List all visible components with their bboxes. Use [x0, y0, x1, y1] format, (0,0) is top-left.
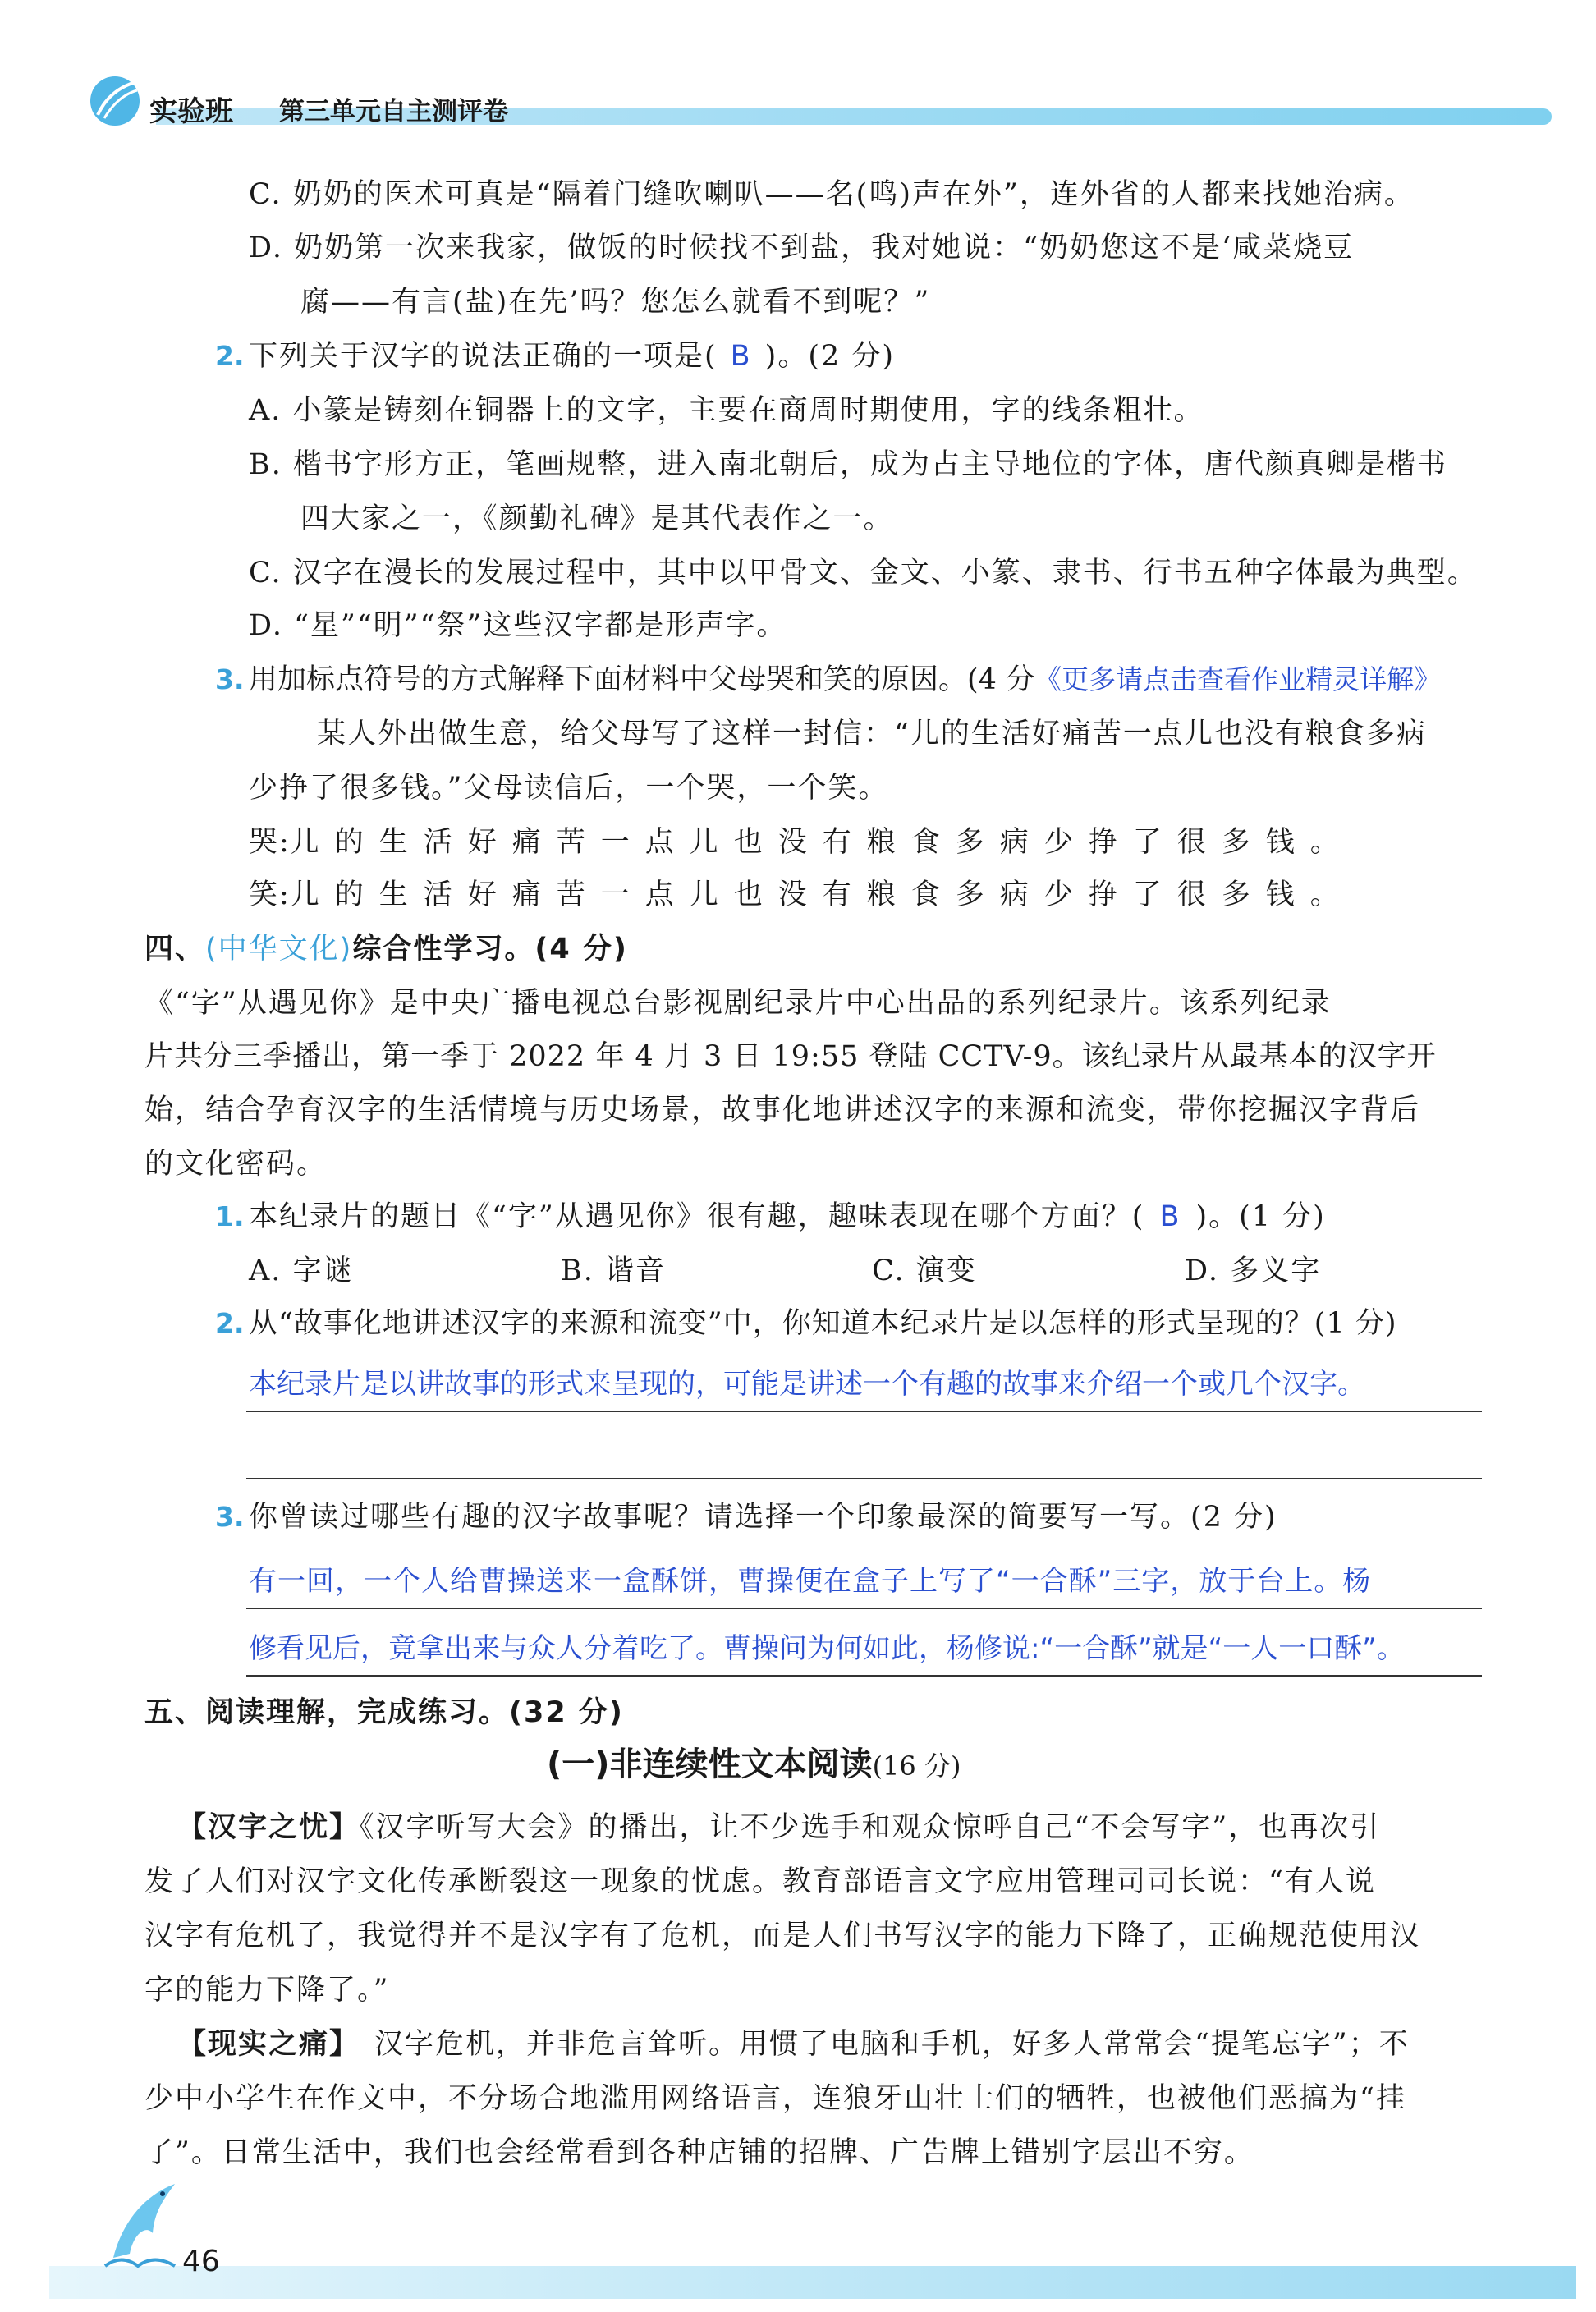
help-link[interactable]: 《更多请点击查看作业精灵详解》 — [1034, 663, 1442, 695]
option-d: D. 多义字 — [1185, 1255, 1322, 1287]
paragraph-line: 发了人们对汉字文化传承断裂这一现象的忧虑。教育部语言文字应用管理司司长说：“有人说 — [144, 1865, 1376, 1898]
stem-part: 下列关于汉字的说法正确的一项是( — [249, 340, 718, 373]
answer-text: 修看见后，竟拿出来与众人分着吃了。曹操问为何如此，杨修说:“一合酥”就是“一人一口酥”。 — [249, 1632, 1405, 1665]
answer-line — [246, 1411, 1482, 1412]
footer-band — [49, 2266, 1576, 2299]
story-line1: 某人外出做生意，给父母写了这样一封信：“儿的生活好痛苦一点儿也没有粮食多病 — [317, 718, 1427, 750]
option-d-line1: D. 奶奶第一次来我家，做饭的时候找不到盐，我对她说：“奶奶您这不是‘咸菜烧豆 — [249, 232, 1355, 264]
option-a: A. 小篆是铸刻在铜器上的文字，主要在商周时期使用，字的线条粗壮。 — [249, 394, 1204, 427]
option-d-line2: 腐——有言(盐)在先’吗？您怎么就看不到呢？” — [300, 286, 931, 319]
stem-part: 用加标点符号的方式解释下面材料中父母哭和笑的原因。(4 分 — [249, 663, 1035, 696]
sub-score: (16 分) — [872, 1750, 961, 1782]
question-number: 3. — [215, 663, 245, 695]
heading-tag: (中华文化) — [205, 933, 353, 966]
paragraph-text: 《汉字听写大会》的播出，让不少选手和观众惊呼自己“不会写字”，也再次引 — [360, 1811, 1381, 1844]
option-b-line1: B. 楷书字形方正，笔画规整，进入南北朝后，成为占主导地位的字体，唐代颜真卿是楷书 — [249, 448, 1447, 481]
question-stem: 你曾读过哪些有趣的汉字故事呢？请选择一个印象最深的简要写一写。(2 分) — [249, 1501, 1277, 1534]
paragraph-line — [177, 2026, 1410, 2062]
answer-text: 有一回，一个人给曹操送来一盒酥饼，曹操便在盒子上写了“一合酥”三字，放于台上。杨 — [249, 1565, 1372, 1598]
paragraph-label: 【现实之痛】 — [177, 2028, 360, 2061]
heading-text: 综合性学习。(4 分) — [352, 933, 628, 966]
option-a: A. 字谜 — [249, 1255, 354, 1287]
question-stem — [249, 338, 895, 374]
intro-line: 片共分三季播出，第一季于 2022 年 4 月 3 日 19:55 登陆 CCTV-9。该纪录片从最基本的汉字开 — [144, 1040, 1437, 1073]
stem-part: )。(1 分) — [1195, 1200, 1326, 1233]
paragraph-line: 汉字有危机了，我觉得并不是汉字有了危机，而是人们书写汉字的能力下降了，正确规范使用汉 — [144, 1920, 1421, 1952]
option-c: C. 演变 — [872, 1255, 977, 1287]
question-number: 2. — [215, 1307, 245, 1339]
paragraph-line — [177, 1810, 1380, 1846]
stem-part: )。(2 分) — [764, 340, 896, 373]
answer-choice: B — [1159, 1200, 1181, 1233]
page-number: 46 — [182, 2245, 220, 2278]
answer-line — [246, 1675, 1482, 1677]
question-stem — [249, 662, 1441, 698]
row-label: 哭: — [249, 826, 291, 859]
option-d: D. “星”“明”“祭”这些汉字都是形声字。 — [249, 609, 787, 642]
sub-title: (一)非连续性文本阅读 — [547, 1745, 873, 1783]
intro-line: 的文化密码。 — [144, 1148, 328, 1181]
paragraph-line: 了”。日常生活中，我们也会经常看到各种店铺的招牌、广告牌上错别字层出不穷。 — [144, 2136, 1254, 2169]
header-title: 第三单元自主测评卷 — [279, 97, 508, 126]
header-series: 实验班 — [149, 95, 233, 128]
row-text: 儿的生活好痛苦一点儿也没有粮食多病少挣了很多钱。 — [290, 878, 1355, 911]
option-b-line2: 四大家之一，《颜勤礼碑》是其代表作之一。 — [300, 502, 894, 535]
heading-num: 四、 — [144, 933, 206, 966]
section-heading: 五、阅读理解，完成练习。(32 分) — [144, 1696, 624, 1729]
intro-line: 始，结合孕育汉字的生活情境与历史场景，故事化地讲述汉字的来源和流变，带你挖掘汉字背后 — [144, 1094, 1421, 1126]
intro-line: 《“字”从遇见你》是中央广播电视总台影视剧纪录片中心出品的系列纪录片。该系列纪录 — [144, 987, 1332, 1020]
feather-logo-icon — [86, 72, 144, 130]
paragraph-label: 【汉字之忧】 — [177, 1811, 360, 1844]
dolphin-icon — [97, 2176, 187, 2274]
row-text: 儿的生活好痛苦一点儿也没有粮食多病少挣了很多钱。 — [290, 826, 1355, 859]
cry-row — [249, 824, 1355, 860]
answer-line — [246, 1478, 1482, 1479]
option-c: C. 奶奶的医术可真是“隔着门缝吹喇叭——名(鸣)声在外”，连外省的人都来找她治病。 — [249, 178, 1415, 211]
row-label: 笑: — [249, 878, 291, 911]
sub-section-title — [547, 1744, 961, 1787]
answer-choice: B — [730, 340, 752, 373]
answer-line — [246, 1608, 1482, 1609]
laugh-row — [249, 877, 1355, 913]
question-stem — [249, 1199, 1326, 1235]
section-heading — [144, 931, 628, 967]
paragraph-text: 汉字危机，并非危言耸听。用惯了电脑和手机，好多人常常会“提笔忘字”；不 — [374, 2028, 1410, 2061]
question-number: 3. — [215, 1501, 245, 1533]
question-number: 1. — [215, 1200, 245, 1232]
option-c: C. 汉字在漫长的发展过程中，其中以甲骨文、金文、小篆、隶书、行书五种字体最为典型。 — [249, 557, 1478, 589]
answer-text: 本纪录片是以讲故事的形式来呈现的，可能是讲述一个有趣的故事来介绍一个或几个汉字。 — [249, 1368, 1365, 1401]
paragraph-line: 字的能力下降了。” — [144, 1974, 390, 2007]
question-number: 2. — [215, 340, 245, 372]
story-line2: 少挣了很多钱。”父母读信后，一个哭，一个笑。 — [249, 772, 889, 805]
stem-part: 本纪录片的题目《“字”从遇见你》很有趣，趣味表现在哪个方面？( — [249, 1200, 1145, 1233]
option-b: B. 谐音 — [561, 1255, 666, 1287]
question-stem: 从“故事化地讲述汉字的来源和流变”中，你知道本纪录片是以怎样的形式呈现的？(1 分) — [249, 1307, 1397, 1340]
paragraph-line: 少中小学生在作文中，不分场合地滥用网络语言，连狼牙山壮士们的牺牲，也被他们恶搞为“挂 — [144, 2082, 1406, 2115]
